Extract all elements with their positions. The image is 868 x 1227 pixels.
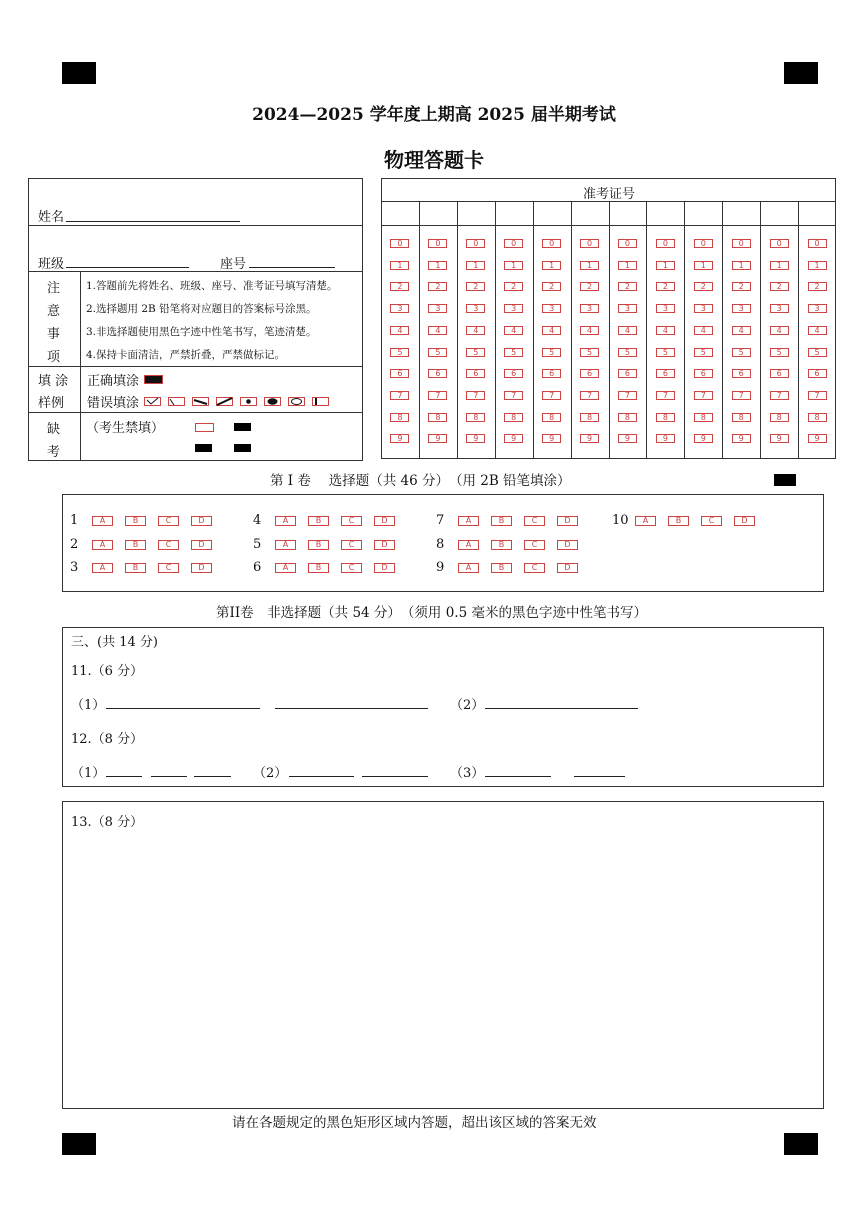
exam-id-digit-bubble[interactable]: 6 (808, 369, 827, 378)
exam-id-digit-bubble[interactable]: 2 (390, 282, 409, 291)
exam-id-digit-bubble[interactable]: 4 (428, 326, 447, 335)
exam-id-digit-bubble[interactable]: 1 (504, 261, 523, 270)
exam-id-digit-bubble[interactable]: 3 (770, 304, 789, 313)
choice-option-bubble[interactable]: D (191, 516, 212, 526)
choice-option-bubble[interactable]: A (275, 563, 296, 573)
exam-id-digit-bubble[interactable]: 5 (732, 348, 751, 357)
exam-id-digit-bubble[interactable]: 5 (466, 348, 485, 357)
exam-id-column-divider (533, 201, 534, 459)
choice-question-number: 3 (70, 560, 79, 575)
choice-option-bubble[interactable]: A (458, 516, 479, 526)
choice-option-bubble[interactable]: A (635, 516, 656, 526)
wrong-fill-label: 错误填涂 (87, 396, 140, 411)
exam-id-digit-bubble[interactable]: 6 (694, 369, 713, 378)
seat-field[interactable] (249, 267, 335, 268)
correct-fill-label: 正确填涂 (87, 374, 140, 389)
exam-id-digit-bubble[interactable]: 5 (542, 348, 561, 357)
exam-id-column-divider (495, 201, 496, 459)
exam-id-digit-bubble[interactable]: 5 (618, 348, 637, 357)
choice-option-bubble[interactable]: A (275, 516, 296, 526)
notice-title-4: 项 (47, 350, 61, 365)
q11-part1-label: （1） (71, 698, 106, 713)
exam-id-digit-bubble[interactable]: 4 (770, 326, 789, 335)
exam-id-digit-bubble[interactable]: 4 (580, 326, 599, 335)
q11-part1-line-b[interactable] (275, 708, 428, 709)
notice-2: 2.选择题用 2B 铅笔将对应题目的答案标号涂黑。 (86, 303, 317, 315)
choice-option-bubble[interactable]: C (701, 516, 722, 526)
choice-option-bubble[interactable]: B (308, 563, 329, 573)
exam-id-digit-bubble[interactable]: 0 (466, 239, 485, 248)
exam-id-digit-bubble[interactable]: 8 (542, 413, 561, 422)
exam-id-write-cell[interactable] (571, 202, 609, 225)
exam-id-digit-bubble[interactable]: 8 (770, 413, 789, 422)
exam-id-digit-bubble[interactable]: 3 (504, 304, 523, 313)
exam-id-digit-bubble[interactable]: 7 (694, 391, 713, 400)
exam-id-digit-bubble[interactable]: 1 (694, 261, 713, 270)
exam-id-digit-bubble[interactable]: 2 (770, 282, 789, 291)
absent-title-2: 考 (47, 445, 61, 460)
choice-option-bubble[interactable]: D (374, 516, 395, 526)
exam-id-digit-bubble[interactable]: 3 (694, 304, 713, 313)
exam-id-digit-bubble[interactable]: 9 (504, 434, 523, 443)
exam-id-digit-bubble[interactable]: 7 (618, 391, 637, 400)
q12-part1-line-a[interactable] (106, 776, 142, 777)
choice-option-bubble[interactable]: B (308, 516, 329, 526)
exam-id-digit-bubble[interactable]: 5 (694, 348, 713, 357)
choice-option-bubble[interactable]: D (557, 563, 578, 573)
exam-id-digit-bubble[interactable]: 9 (390, 434, 409, 443)
exam-id-digit-bubble[interactable]: 9 (770, 434, 789, 443)
exam-id-digit-bubble[interactable]: 3 (618, 304, 637, 313)
exam-id-digit-bubble[interactable]: 1 (428, 261, 447, 270)
exam-id-digit-bubble[interactable]: 3 (656, 304, 675, 313)
exam-id-digit-bubble[interactable]: 7 (808, 391, 827, 400)
exam-id-digit-bubble[interactable]: 2 (580, 282, 599, 291)
class-label: 班级 (38, 257, 65, 272)
choice-question-number: 2 (70, 537, 79, 552)
exam-id-digit-bubble[interactable]: 9 (618, 434, 637, 443)
choice-option-bubble[interactable]: B (491, 563, 512, 573)
choice-option-bubble[interactable]: B (308, 540, 329, 550)
exam-id-digit-bubble[interactable]: 3 (542, 304, 561, 313)
registration-mark-top-right (784, 62, 818, 84)
exam-id-digit-bubble[interactable]: 2 (466, 282, 485, 291)
choice-option-bubble[interactable]: C (524, 563, 545, 573)
exam-id-column-divider (646, 201, 647, 459)
exam-id-write-cell[interactable] (419, 202, 457, 225)
absent-bubble[interactable] (195, 423, 214, 432)
exam-id-column-divider (722, 201, 723, 459)
choice-option-bubble[interactable]: C (341, 516, 362, 526)
exam-id-digit-bubble[interactable]: 0 (390, 239, 409, 248)
exam-id-digit-bubble[interactable]: 8 (504, 413, 523, 422)
q12-part2-line-a[interactable] (289, 776, 354, 777)
choice-option-bubble[interactable]: B (125, 540, 146, 550)
exam-id-digit-bubble[interactable]: 9 (428, 434, 447, 443)
choice-question-number: 5 (253, 537, 262, 552)
exam-id-digit-bubble[interactable]: 5 (808, 348, 827, 357)
exam-id-digit-bubble[interactable]: 8 (580, 413, 599, 422)
exam-id-digit-bubble[interactable]: 0 (732, 239, 751, 248)
correct-fill-sample-icon (144, 375, 163, 384)
exam-id-column-divider (684, 201, 685, 459)
exam-id-column-divider (798, 201, 799, 459)
choice-option-bubble[interactable]: C (341, 563, 362, 573)
exam-id-digit-bubble[interactable]: 4 (694, 326, 713, 335)
exam-id-digit-bubble[interactable]: 7 (732, 391, 751, 400)
exam-id-digit-bubble[interactable]: 4 (656, 326, 675, 335)
section2-title: 第II卷 非选择题（共 54 分） （须用 0.5 毫米的黑色字迹中性笔书写） (216, 605, 647, 621)
exam-id-digit-bubble[interactable]: 8 (466, 413, 485, 422)
choice-question-number: 10 (612, 513, 629, 528)
exam-id-digit-bubble[interactable]: 5 (656, 348, 675, 357)
exam-id-digit-bubble[interactable]: 1 (770, 261, 789, 270)
section1-title: 第 I 卷 选择题（共 46 分） （用 2B 铅笔填涂） (270, 473, 571, 489)
exam-id-digit-bubble[interactable]: 7 (656, 391, 675, 400)
choice-option-bubble[interactable]: C (524, 540, 545, 550)
q13-answer-box[interactable] (62, 801, 824, 1109)
exam-title: 2024—2025 学年度上期高 2025 届半期考试 (252, 105, 616, 125)
exam-id-digit-bubble[interactable]: 1 (542, 261, 561, 270)
choice-question-number: 8 (436, 537, 445, 552)
exam-id-write-cell[interactable] (798, 202, 836, 225)
exam-id-digit-bubble[interactable]: 3 (428, 304, 447, 313)
absent-note: （考生禁填） (86, 421, 165, 436)
exam-id-digit-bubble[interactable]: 7 (466, 391, 485, 400)
exam-id-digit-bubble[interactable]: 6 (466, 369, 485, 378)
choice-option-bubble[interactable]: B (668, 516, 689, 526)
exam-id-write-cell[interactable] (684, 202, 722, 225)
exam-id-write-cell[interactable] (381, 202, 419, 225)
q11-part1-line-a[interactable] (106, 708, 260, 709)
q13-title: 13.（8 分） (71, 815, 144, 830)
choice-option-bubble[interactable]: D (734, 516, 755, 526)
registration-mark-bottom-left (62, 1133, 96, 1155)
name-label: 姓名 (38, 210, 65, 225)
choice-option-bubble[interactable]: C (158, 540, 179, 550)
exam-id-digit-bubble[interactable]: 8 (808, 413, 827, 422)
choice-option-bubble[interactable]: B (491, 540, 512, 550)
q12-title: 12.（8 分） (71, 732, 144, 747)
exam-id-digit-bubble[interactable]: 2 (504, 282, 523, 291)
exam-id-digit-bubble[interactable]: 8 (428, 413, 447, 422)
answer-card-title: 物理答题卡 (384, 148, 484, 172)
exam-id-digit-bubble[interactable]: 5 (504, 348, 523, 357)
exam-id-digit-bubble[interactable]: 6 (580, 369, 599, 378)
exam-id-write-cell[interactable] (495, 202, 533, 225)
exam-id-digit-bubble[interactable]: 9 (466, 434, 485, 443)
exam-id-digit-bubble[interactable]: 7 (580, 391, 599, 400)
exam-id-digit-bubble[interactable]: 8 (618, 413, 637, 422)
exam-id-digit-bubble[interactable]: 0 (770, 239, 789, 248)
absent-title-1: 缺 (47, 422, 61, 437)
exam-id-digit-bubble[interactable]: 6 (542, 369, 561, 378)
q12-part1-line-b[interactable] (151, 776, 187, 777)
exam-id-digit-bubble[interactable]: 3 (732, 304, 751, 313)
exam-id-digit-bubble[interactable]: 9 (732, 434, 751, 443)
choice-option-bubble[interactable]: A (275, 540, 296, 550)
exam-id-label: 准考证号 (583, 187, 636, 202)
exam-id-digit-bubble[interactable]: 7 (770, 391, 789, 400)
exam-id-digit-bubble[interactable]: 4 (618, 326, 637, 335)
choice-question-number: 6 (253, 560, 262, 575)
exam-id-digit-bubble[interactable]: 5 (390, 348, 409, 357)
exam-id-digit-bubble[interactable]: 1 (808, 261, 827, 270)
footer-note: 请在各题规定的黑色矩形区域内答题，超出该区域的答案无效 (232, 1115, 597, 1131)
q12-part3-line-b[interactable] (574, 776, 625, 777)
choice-option-bubble[interactable]: A (458, 540, 479, 550)
exam-id-digit-bubble[interactable]: 7 (542, 391, 561, 400)
choice-option-bubble[interactable]: C (158, 516, 179, 526)
seat-label: 座号 (220, 257, 247, 272)
exam-id-digit-bubble[interactable]: 1 (390, 261, 409, 270)
exam-id-digit-bubble[interactable]: 6 (390, 369, 409, 378)
choice-option-bubble[interactable]: A (92, 540, 113, 550)
notice-4: 4.保持卡面清洁，严禁折叠，严禁做标记。 (86, 349, 286, 361)
exam-id-digit-bubble[interactable]: 9 (808, 434, 827, 443)
notice-1: 1.答题前先将姓名、班级、座号、准考证号填写清楚。 (86, 280, 338, 292)
exam-id-column-divider (609, 201, 610, 459)
exam-id-digit-bubble[interactable]: 8 (694, 413, 713, 422)
exam-id-digit-bubble[interactable]: 4 (504, 326, 523, 335)
choice-question-number: 7 (436, 513, 445, 528)
exam-id-digit-bubble[interactable]: 2 (808, 282, 827, 291)
class-field[interactable] (66, 267, 189, 268)
exam-id-digit-bubble[interactable]: 9 (580, 434, 599, 443)
exam-id-digit-bubble[interactable]: 2 (428, 282, 447, 291)
choice-option-bubble[interactable]: D (374, 563, 395, 573)
exam-id-digit-bubble[interactable]: 6 (618, 369, 637, 378)
exam-id-digit-bubble[interactable]: 8 (656, 413, 675, 422)
q11-part2-label: （2） (450, 698, 485, 713)
exam-id-digit-bubble[interactable]: 9 (542, 434, 561, 443)
exam-id-write-cell[interactable] (533, 202, 571, 225)
exam-id-write-cell[interactable] (609, 202, 647, 225)
exam-id-digit-bubble[interactable]: 9 (656, 434, 675, 443)
exam-id-digit-bubble[interactable]: 2 (694, 282, 713, 291)
exam-id-digit-bubble[interactable]: 6 (428, 369, 447, 378)
exam-id-digit-bubble[interactable]: 4 (542, 326, 561, 335)
exam-id-digit-bubble[interactable]: 6 (770, 369, 789, 378)
choice-option-bubble[interactable]: A (458, 563, 479, 573)
exam-id-digit-bubble[interactable]: 3 (466, 304, 485, 313)
exam-id-column-divider (457, 201, 458, 459)
choice-option-bubble[interactable]: B (125, 516, 146, 526)
exam-id-digit-bubble[interactable]: 7 (390, 391, 409, 400)
exam-id-digit-bubble[interactable]: 0 (618, 239, 637, 248)
exam-id-digit-bubble[interactable]: 2 (732, 282, 751, 291)
exam-id-digit-bubble[interactable]: 0 (504, 239, 523, 248)
absent-mark-3 (234, 444, 251, 452)
choice-question-number: 1 (70, 513, 79, 528)
q12-part3-line-a[interactable] (485, 776, 551, 777)
exam-id-digit-bubble[interactable]: 3 (390, 304, 409, 313)
choice-question-number: 4 (253, 513, 262, 528)
exam-id-write-cell[interactable] (457, 202, 495, 225)
exam-id-digit-bubble[interactable]: 0 (542, 239, 561, 248)
choice-option-bubble[interactable]: A (92, 563, 113, 573)
name-field[interactable] (66, 221, 240, 222)
choice-question-number: 9 (436, 560, 445, 575)
exam-id-column-divider (571, 201, 572, 459)
exam-id-write-cell[interactable] (722, 202, 760, 225)
q11-part2-line[interactable] (485, 708, 638, 709)
exam-id-digit-bubble[interactable]: 7 (428, 391, 447, 400)
exam-id-digit-bubble[interactable]: 6 (732, 369, 751, 378)
exam-id-digit-bubble[interactable]: 2 (618, 282, 637, 291)
q12-part1-line-c[interactable] (194, 776, 231, 777)
notice-3: 3.非选择题使用黑色字迹中性笔书写，笔迹清楚。 (86, 326, 317, 338)
sample-title-1: 填 涂 (38, 374, 69, 389)
part3-title: 三、(共 14 分) (71, 635, 158, 650)
exam-id-write-cell[interactable] (646, 202, 684, 225)
exam-id-digit-bubble[interactable]: 4 (808, 326, 827, 335)
exam-id-digit-bubble[interactable]: 1 (466, 261, 485, 270)
exam-id-column-divider (419, 201, 420, 459)
exam-id-digit-bubble[interactable]: 2 (656, 282, 675, 291)
exam-id-column-divider (760, 201, 761, 459)
q12-part3-label: （3） (450, 766, 485, 781)
choice-option-bubble[interactable]: C (158, 563, 179, 573)
exam-id-digit-bubble[interactable]: 1 (580, 261, 599, 270)
part3-answer-box (62, 627, 824, 787)
exam-id-digit-bubble[interactable]: 0 (808, 239, 827, 248)
notice-title-1: 注 (47, 281, 61, 296)
absent-mark-1 (234, 423, 251, 431)
exam-id-digit-bubble[interactable]: 5 (580, 348, 599, 357)
exam-id-digit-bubble[interactable]: 0 (428, 239, 447, 248)
registration-mark-section (774, 474, 796, 486)
choice-option-bubble[interactable]: D (191, 563, 212, 573)
exam-id-digit-bubble[interactable]: 6 (504, 369, 523, 378)
exam-id-digit-bubble[interactable]: 8 (390, 413, 409, 422)
q12-part2-line-b[interactable] (362, 776, 428, 777)
exam-id-write-cell[interactable] (760, 202, 798, 225)
exam-id-digit-bubble[interactable]: 0 (694, 239, 713, 248)
exam-id-digit-bubble[interactable]: 5 (428, 348, 447, 357)
q12-part1-label: （1） (71, 766, 106, 781)
choice-option-bubble[interactable]: C (524, 516, 545, 526)
exam-id-digit-bubble[interactable]: 4 (390, 326, 409, 335)
exam-id-digit-bubble[interactable]: 2 (542, 282, 561, 291)
exam-id-digit-bubble[interactable]: 1 (618, 261, 637, 270)
sample-title-2: 样例 (38, 396, 65, 411)
choice-option-bubble[interactable]: A (92, 516, 113, 526)
exam-id-digit-bubble[interactable]: 0 (656, 239, 675, 248)
exam-id-digit-bubble[interactable]: 8 (732, 413, 751, 422)
choice-option-bubble[interactable]: D (557, 540, 578, 550)
exam-id-digit-bubble[interactable]: 5 (770, 348, 789, 357)
exam-id-digit-bubble[interactable]: 7 (504, 391, 523, 400)
exam-id-digit-bubble[interactable]: 1 (656, 261, 675, 270)
registration-mark-bottom-right (784, 1133, 818, 1155)
exam-id-digit-bubble[interactable]: 0 (580, 239, 599, 248)
exam-id-digit-bubble[interactable]: 4 (732, 326, 751, 335)
choice-option-bubble[interactable]: D (557, 516, 578, 526)
exam-id-digit-bubble[interactable]: 6 (656, 369, 675, 378)
notice-title-3: 事 (47, 327, 61, 342)
exam-id-digit-bubble[interactable]: 9 (694, 434, 713, 443)
notice-title-2: 意 (47, 304, 61, 319)
choice-option-bubble[interactable]: B (491, 516, 512, 526)
exam-id-digit-bubble[interactable]: 1 (732, 261, 751, 270)
choice-option-bubble[interactable]: B (125, 563, 146, 573)
q12-part2-label: （2） (253, 766, 288, 781)
wrong-fill-samples-icon (144, 397, 329, 407)
absent-mark-2 (195, 444, 212, 452)
registration-mark-top-left (62, 62, 96, 84)
exam-id-digit-bubble[interactable]: 3 (808, 304, 827, 313)
exam-id-digit-bubble[interactable]: 3 (580, 304, 599, 313)
choice-option-bubble[interactable]: D (191, 540, 212, 550)
exam-id-digit-bubble[interactable]: 4 (466, 326, 485, 335)
choice-option-bubble[interactable]: D (374, 540, 395, 550)
q11-title: 11.（6 分） (71, 664, 144, 679)
choice-option-bubble[interactable]: C (341, 540, 362, 550)
